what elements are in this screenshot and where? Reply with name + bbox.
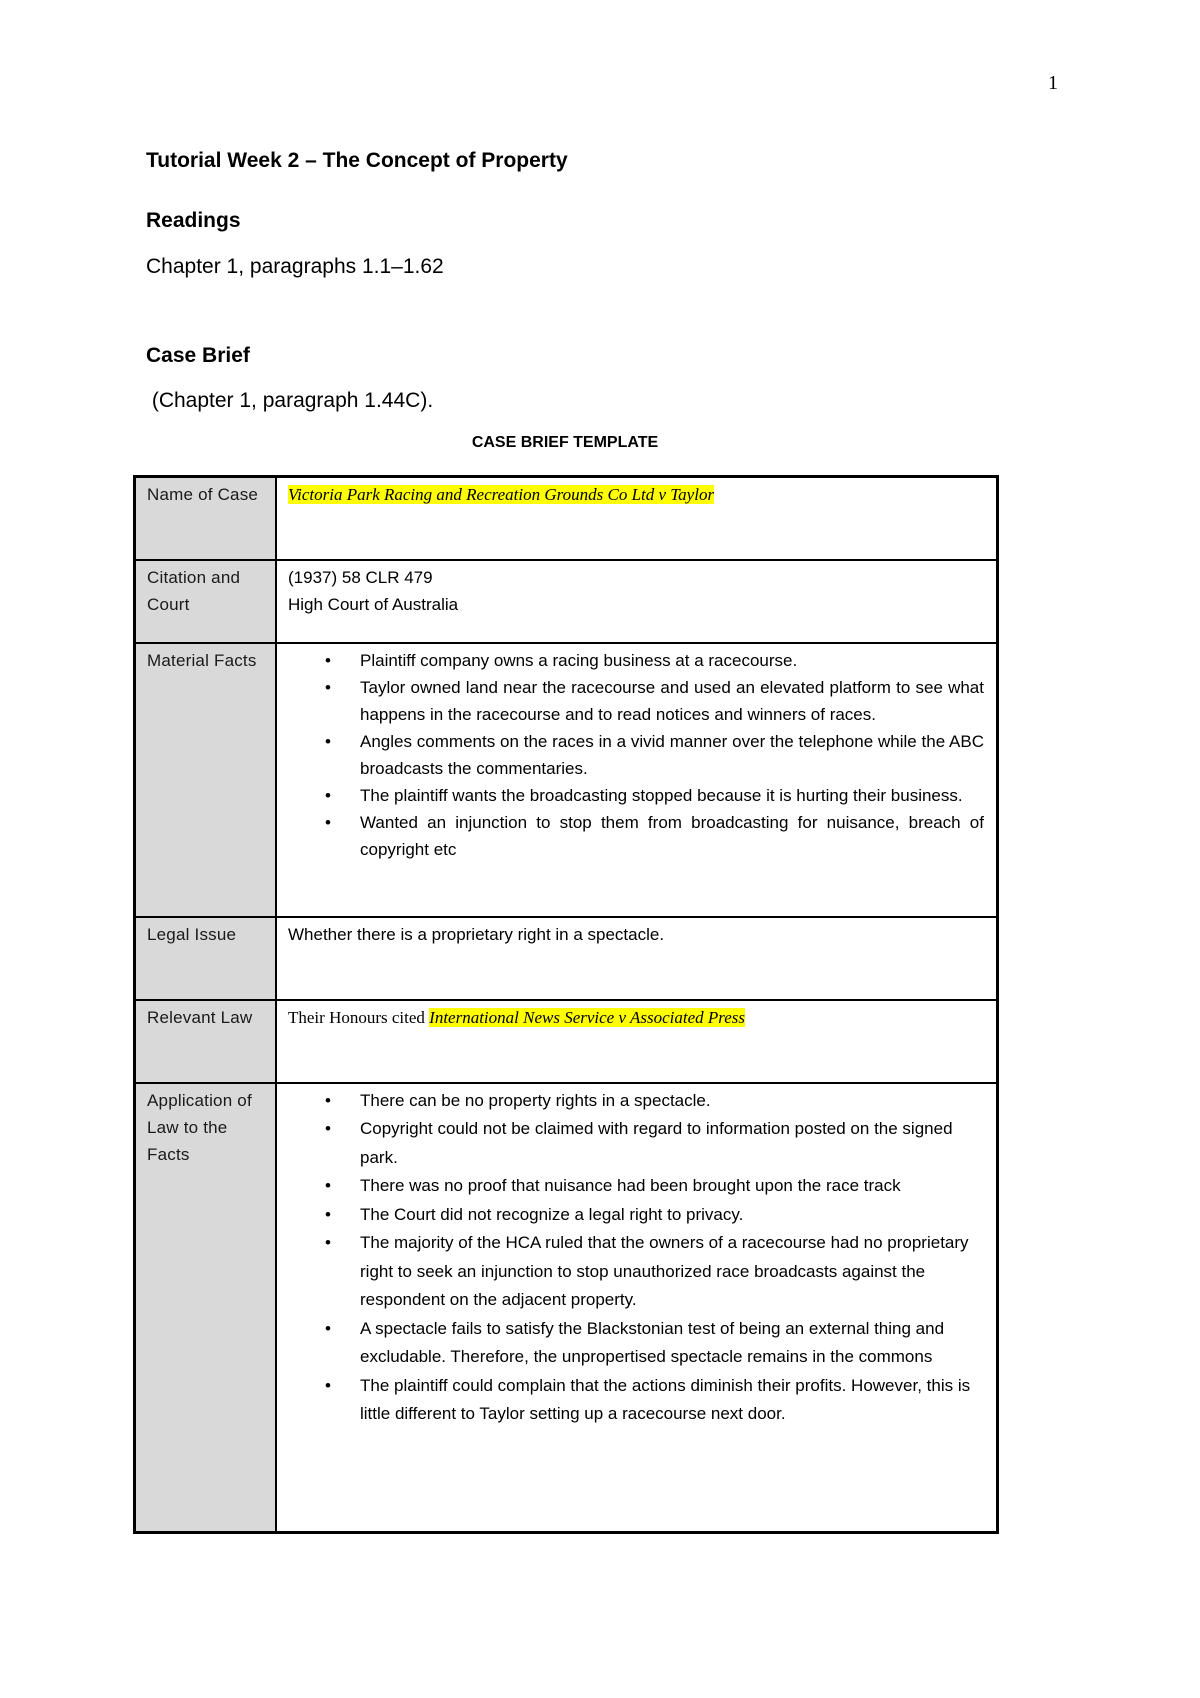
list-item: • Copyright could not be claimed with regard to information posted on the signed park. [360,1115,984,1172]
table-row-citation [135,560,998,643]
application-label: Application of Law to the Facts [135,1083,277,1533]
citation-reference: (1937) 58 CLR 479 [288,567,433,587]
list-item: • The Court did not recognize a legal right to privacy. [360,1201,984,1230]
table-row-relevant-law [135,1000,998,1083]
citation-value-cell [276,560,998,643]
bullet-icon: • [325,1119,331,1138]
application-list [288,1087,984,1429]
legal-issue-value: Whether there is a proprietary right in a spectacle. [276,917,998,1000]
case-brief-heading: Case Brief [146,344,250,367]
material-facts-list [288,647,984,863]
case-name-highlighted: Victoria Park Racing and Recreation Grounds Co Ltd v Taylor [288,485,715,504]
bullet-icon: • [325,1176,331,1195]
cited-case-highlighted: International News Service v Associated Press [429,1007,746,1027]
bullet-icon: • [325,1233,331,1252]
table-row-application [135,1083,998,1533]
page-number: 1 [1048,72,1058,94]
bullet-icon: • [325,1204,331,1224]
citation-label: Citation and Court [135,560,277,643]
list-item: • The plaintiff could complain that the actions diminish their profits. However, this is little different to Taylor setting up a racecourse next door. [360,1372,984,1429]
list-item: • There can be no property rights in a spectacle. [360,1087,984,1116]
table-row-name-of-case [135,477,998,560]
bullet-icon: • [325,677,331,697]
bullet-icon: • [325,1090,331,1110]
list-item: • Angles comments on the races in a vivid manner over the telephone while the ABC broadcasts the commentaries. [360,728,984,782]
list-item: • Wanted an injunction to stop them from broadcasting for nuisance, breach of copyright etc [360,809,984,863]
bullet-icon: • [325,731,331,751]
list-item: • Taylor owned land near the racecourse and used an elevated platform to see what happens in the racecourse and to read notices and winners of races. [360,674,984,728]
table-row-legal-issue [135,917,998,1000]
legal-issue-label: Legal Issue [135,917,277,1000]
bullet-icon: • [325,812,331,832]
name-of-case-label: Name of Case [135,477,277,560]
court-name: High Court of Australia [288,594,459,614]
template-title: CASE BRIEF TEMPLATE [471,434,659,451]
application-cell [276,1083,998,1533]
list-item: • The majority of the HCA ruled that the owners of a racecourse had no proprietary right to seek an injunction to stop unauthorized race broadcasts against the respondent on the adjacent property. [360,1229,984,1315]
page-title: Tutorial Week 2 – The Concept of Property [146,149,568,172]
bullet-icon: • [325,1375,331,1395]
list-item: • There was no proof that nuisance had been brought upon the race track [360,1172,984,1201]
relevant-law-cell [276,1000,998,1083]
case-brief-table [133,475,999,1534]
table-row-material-facts [135,643,998,917]
relevant-law-prefix: Their Honours cited [288,1007,430,1027]
bullet-icon: • [325,1318,331,1338]
list-item: • A spectacle fails to satisfy the Blackstonian test of being an external thing and excludable. Therefore, the unpropertised spectacle remains in the commons [360,1315,984,1372]
readings-heading: Readings [146,209,241,232]
material-facts-cell [276,643,998,917]
name-of-case-value-cell [276,477,998,560]
bullet-icon: • [325,785,331,805]
material-facts-label: Material Facts [135,643,277,917]
bullet-icon: • [325,650,331,670]
relevant-law-label: Relevant Law [135,1000,277,1083]
list-item: • The plaintiff wants the broadcasting stopped because it is hurting their business. [360,782,984,809]
case-brief-reference: (Chapter 1, paragraph 1.44C). [146,389,434,412]
readings-text: Chapter 1, paragraphs 1.1–1.62 [146,255,444,278]
list-item: • Plaintiff company owns a racing business at a racecourse. [360,647,984,674]
